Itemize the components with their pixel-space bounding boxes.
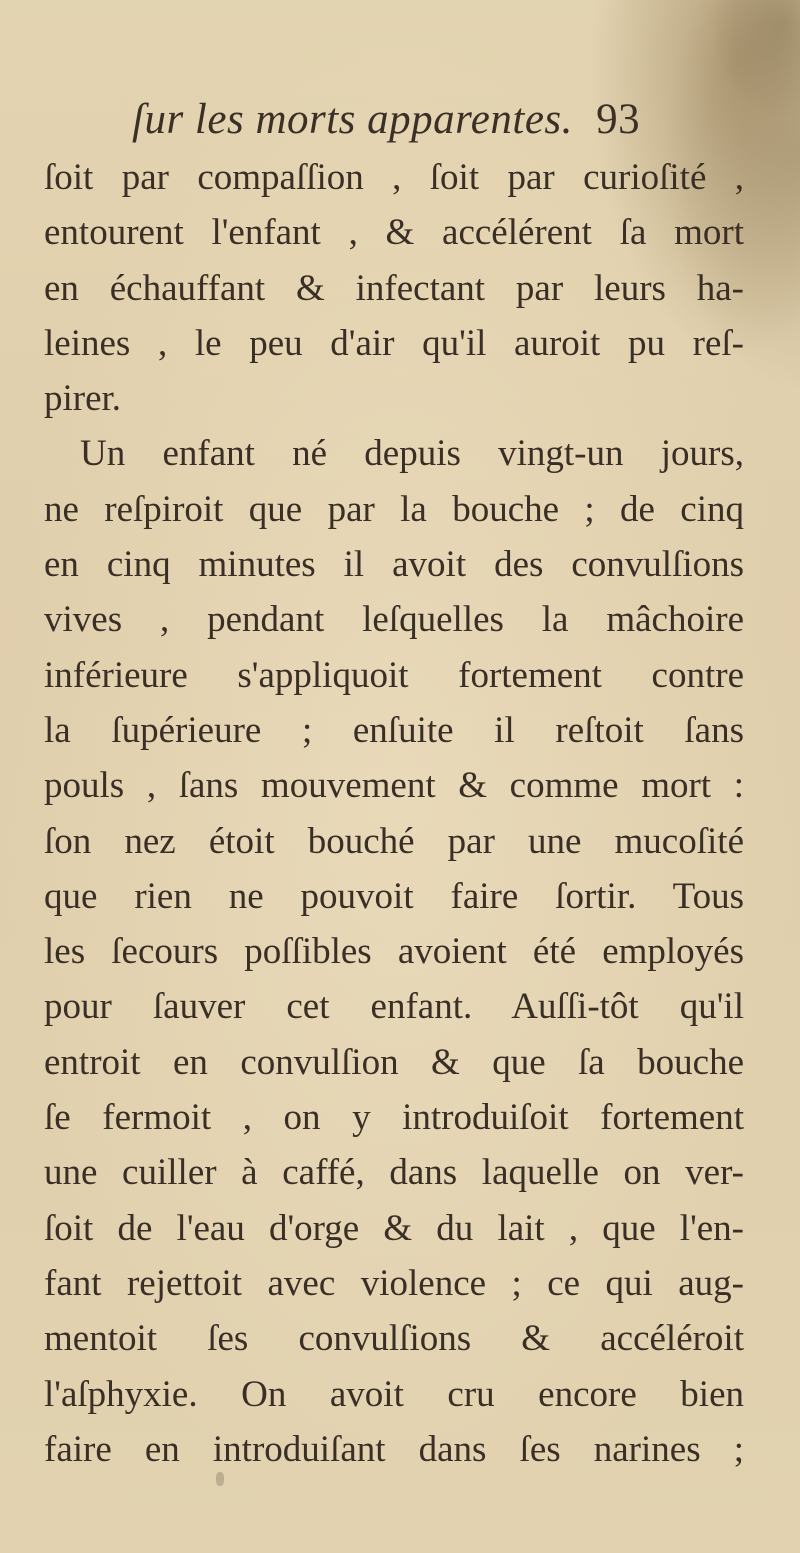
text-line: ſon nez étoit bouché par une mucoſité <box>44 820 744 862</box>
text-line: ſoit de l'eau d'orge & du lait , que l'en- <box>44 1207 744 1249</box>
text-line: pouls , ſans mouvement & comme mort : <box>44 765 744 807</box>
text-line: en cinq minutes il avoit des convulſions <box>44 544 744 586</box>
text-line: l'aſphyxie. On avoit cru encore bien <box>44 1373 744 1415</box>
text-line: en échauffant & infectant par leurs ha- <box>44 267 744 309</box>
running-head-title: ſur les morts apparentes. <box>132 96 573 143</box>
text-line: ſoit par compaſſion , ſoit par curioſité , <box>44 157 744 198</box>
text-line: fant rejettoit avec violence ; ce qui aug- <box>44 1262 744 1304</box>
page-number: 93 <box>596 96 641 143</box>
text-line: ne reſpiroit que par la bouche ; de cinq <box>44 488 744 530</box>
text-line: pour ſauver cet enfant. Auſſi-tôt qu'il <box>44 986 744 1028</box>
text-line: entourent l'enfant , & accélérent ſa mort <box>44 212 744 254</box>
text-line-paragraph-start: Un enfant né depuis vingt-un jours, <box>80 433 744 475</box>
running-head <box>132 92 732 148</box>
text-line: la ſupérieure ; enſuite il reſtoit ſans <box>44 709 744 751</box>
body-text <box>44 150 744 1477</box>
text-line: inférieure s'appliquoit fortement contre <box>44 654 744 696</box>
text-line: que rien ne pouvoit faire ſortir. Tous <box>44 875 744 917</box>
ink-speck <box>216 1472 224 1486</box>
text-line: pirer. <box>44 378 122 420</box>
text-line: leines , le peu d'air qu'il auroit pu reſ- <box>44 322 744 364</box>
text-line: mentoit ſes convulſions & accéléroit <box>44 1318 744 1360</box>
text-line: vives , pendant leſquelles la mâchoire <box>44 599 744 641</box>
text-line: les ſecours poſſibles avoient été employés <box>44 931 744 973</box>
text-line: une cuiller à caffé, dans laquelle on ver- <box>44 1152 744 1194</box>
text-line: entroit en convulſion & que ſa bouche <box>44 1041 744 1083</box>
text-line: ſe fermoit , on y introduiſoit fortement <box>44 1097 744 1139</box>
text-line: faire en introduiſant dans ſes narines ; <box>44 1428 744 1470</box>
